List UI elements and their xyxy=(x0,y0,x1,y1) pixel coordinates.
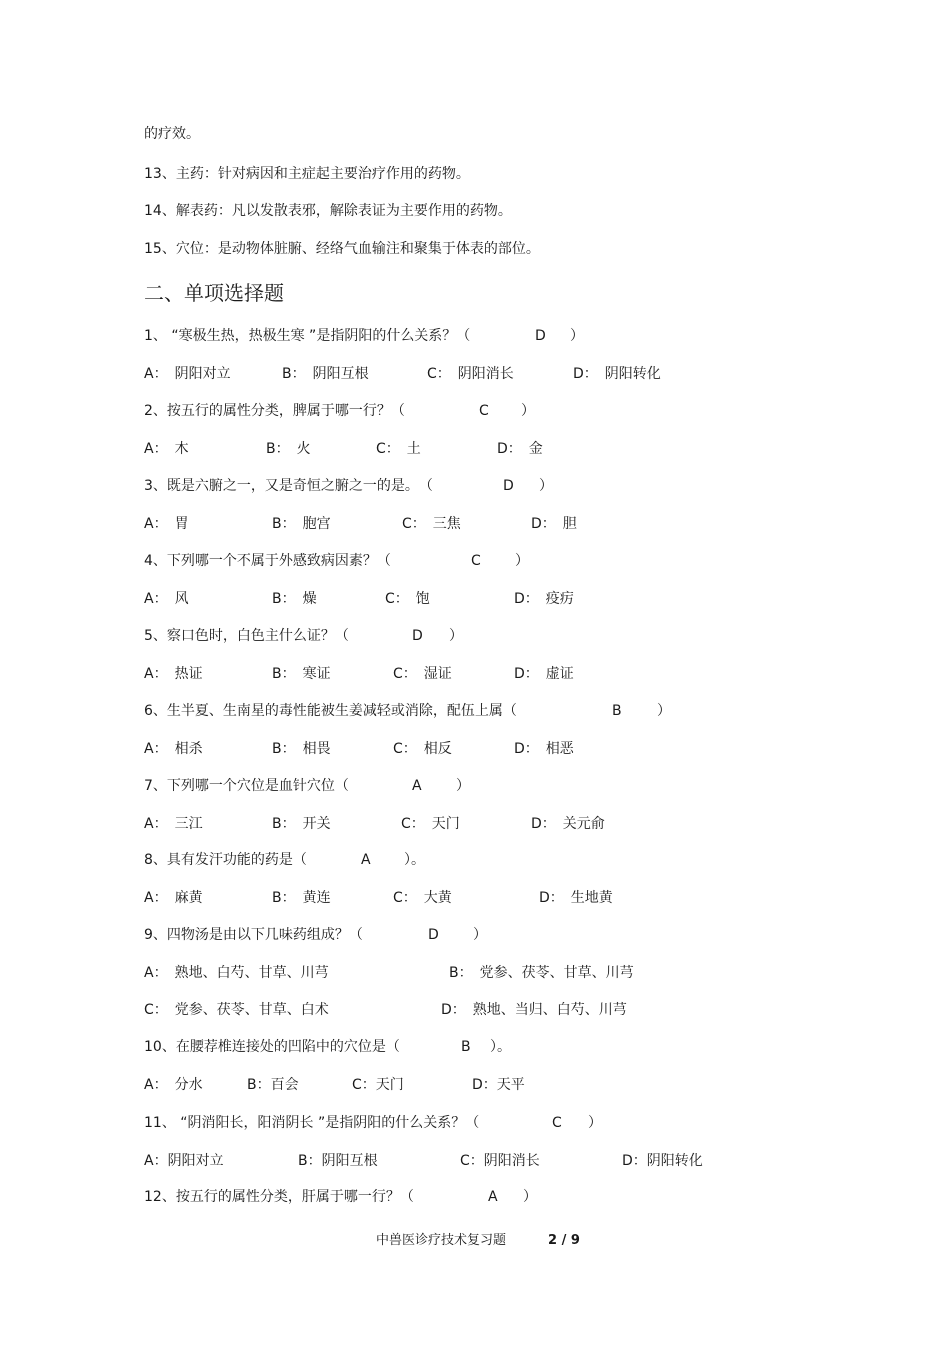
q1-option-a: A： 阴阳对立 xyxy=(144,366,231,382)
question-6: 6、生半夏、生南星的毒性能被生姜减轻或消除，配伍上属（ xyxy=(144,703,517,719)
q11-option-d: D：阴阳转化 xyxy=(622,1153,703,1169)
answer-11: C xyxy=(552,1115,562,1131)
answer-2: C xyxy=(479,403,489,419)
answer-5: D xyxy=(412,628,423,644)
q8-option-b: B： 黄连 xyxy=(272,890,331,906)
question-12: 12、按五行的属性分类，肝属于哪一行？（ xyxy=(144,1189,414,1205)
q2-option-d: D： 金 xyxy=(497,441,543,457)
answer-1: D xyxy=(535,328,546,344)
q7-option-b: B： 开关 xyxy=(272,816,331,832)
answer-6: B xyxy=(612,703,622,719)
q2-option-a: A： 木 xyxy=(144,441,189,457)
answer-8: A xyxy=(361,852,371,868)
answer-12: A xyxy=(488,1189,498,1205)
q7-option-d: D： 关元俞 xyxy=(531,816,605,832)
q7-option-c: C： 天门 xyxy=(401,816,460,832)
q8-option-d: D： 生地黄 xyxy=(539,890,613,906)
q11-option-a: A：阴阳对立 xyxy=(144,1153,224,1169)
q9-option-c: C： 党参、茯苓、甘草、白术 xyxy=(144,1002,329,1018)
q5-option-b: B： 寒证 xyxy=(272,666,331,682)
answer-3: D xyxy=(503,478,514,494)
question-11: 11、 “阴消阳长，阳消阴长 ”是指阴阳的什么关系？（ xyxy=(144,1115,480,1131)
q10-option-b: B：百会 xyxy=(247,1077,299,1093)
question-7-close: ） xyxy=(456,778,470,794)
q4-option-d: D： 疫疠 xyxy=(514,591,574,607)
question-5: 5、察口色时，白色主什么证？（ xyxy=(144,628,349,644)
q1-option-d: D： 阴阳转化 xyxy=(573,366,661,382)
question-7: 7、下列哪一个穴位是血针穴位（ xyxy=(144,778,349,794)
q1-option-c: C： 阴阳消长 xyxy=(427,366,514,382)
q5-option-d: D： 虚证 xyxy=(514,666,574,682)
question-11-close: ） xyxy=(588,1115,602,1131)
q10-option-a: A： 分水 xyxy=(144,1077,203,1093)
q11-option-b: B：阴阳互根 xyxy=(298,1153,378,1169)
answer-9: D xyxy=(428,927,439,943)
question-1-close: ） xyxy=(570,328,584,344)
question-2: 2、按五行的属性分类，脾属于哪一行？（ xyxy=(144,403,405,419)
question-3-close: ） xyxy=(539,478,553,494)
question-9-close: ） xyxy=(473,927,487,943)
question-10-close: ）。 xyxy=(490,1039,511,1055)
q8-option-c: C： 大黄 xyxy=(393,890,452,906)
question-5-close: ） xyxy=(449,628,463,644)
q2-option-c: C： 土 xyxy=(376,441,421,457)
question-12-close: ） xyxy=(523,1189,537,1205)
answer-7: A xyxy=(412,778,422,794)
q3-option-b: B： 胞宫 xyxy=(272,516,331,532)
answer-10: B xyxy=(461,1039,471,1055)
question-8-close: ）。 xyxy=(404,852,425,868)
question-2-close: ） xyxy=(521,403,535,419)
q3-option-c: C： 三焦 xyxy=(402,516,461,532)
question-8: 8、具有发汗功能的药是（ xyxy=(144,852,307,868)
q11-option-c: C：阴阳消长 xyxy=(460,1153,540,1169)
q6-option-b: B： 相畏 xyxy=(272,741,331,757)
q6-option-c: C： 相反 xyxy=(393,741,452,757)
q9-option-a: A： 熟地、白芍、甘草、川芎 xyxy=(144,965,329,981)
question-3: 3、既是六腑之一，又是奇恒之腑之一的是。 （ xyxy=(144,478,433,494)
q10-option-c: C：天门 xyxy=(352,1077,404,1093)
q3-option-a: A： 胃 xyxy=(144,516,189,532)
q5-option-c: C： 湿证 xyxy=(393,666,452,682)
q1-option-b: B： 阴阳互根 xyxy=(282,366,369,382)
q2-option-b: B： 火 xyxy=(266,441,311,457)
q5-option-a: A： 热证 xyxy=(144,666,203,682)
page-number: 2 / 9 xyxy=(548,1233,580,1248)
question-6-close: ） xyxy=(657,703,671,719)
question-9: 9、四物汤是由以下几味药组成？（ xyxy=(144,927,363,943)
q3-option-d: D： 胆 xyxy=(531,516,577,532)
q6-option-d: D： 相恶 xyxy=(514,741,574,757)
q9-option-d: D： 熟地、当归、白芍、川芎 xyxy=(441,1002,627,1018)
question-10: 10、在腰荐椎连接处的凹陷中的穴位是（ xyxy=(144,1039,400,1055)
intro-continuation: 的疗效。 xyxy=(144,126,200,142)
footer-title: 中兽医诊疗技术复习题 xyxy=(376,1233,507,1248)
q7-option-a: A： 三江 xyxy=(144,816,203,832)
q9-option-b: B： 党参、茯苓、甘草、川芎 xyxy=(449,965,634,981)
section-heading: 二、单项选择题 xyxy=(144,281,284,305)
q8-option-a: A： 麻黄 xyxy=(144,890,203,906)
q4-option-b: B： 燥 xyxy=(272,591,317,607)
q4-option-a: A： 风 xyxy=(144,591,189,607)
q6-option-a: A： 相杀 xyxy=(144,741,203,757)
question-4-close: ） xyxy=(515,553,529,569)
definition-13: 13、主药：针对病因和主症起主要治疗作用的药物。 xyxy=(144,166,470,182)
question-4: 4、下列哪一个不属于外感致病因素？（ xyxy=(144,553,391,569)
answer-4: C xyxy=(471,553,481,569)
definition-14: 14、解表药：凡以发散表邪，解除表证为主要作用的药物。 xyxy=(144,203,512,219)
q4-option-c: C： 饱 xyxy=(385,591,430,607)
definition-15: 15、穴位：是动物体脏腑、经络气血输注和聚集于体表的部位。 xyxy=(144,241,540,257)
q10-option-d: D：天平 xyxy=(472,1077,525,1093)
question-1: 1、 “寒极生热，热极生寒 ”是指阴阳的什么关系？（ xyxy=(144,328,471,344)
